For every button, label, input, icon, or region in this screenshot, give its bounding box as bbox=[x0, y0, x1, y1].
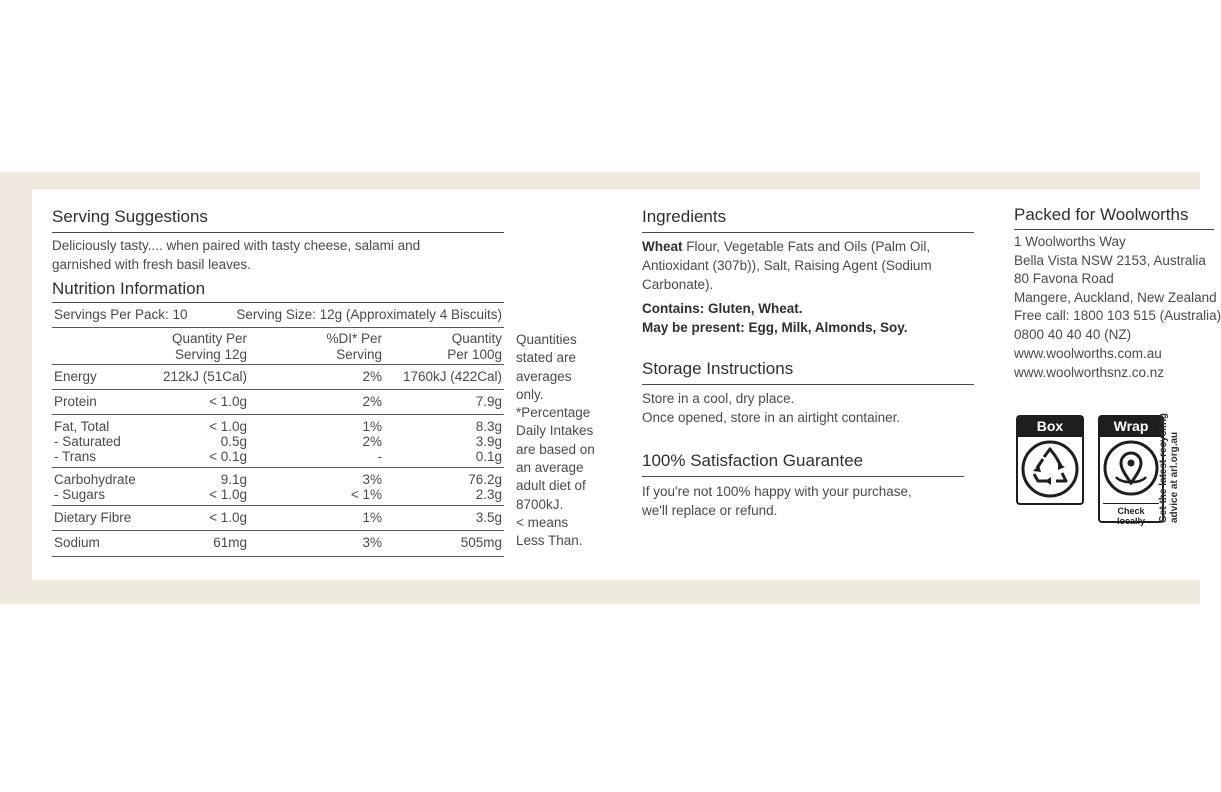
per-100g-value: 2.3g bbox=[475, 487, 502, 502]
address-line: 1 Woolworths Way bbox=[1014, 234, 1126, 249]
per-100g-value: 3.5g bbox=[475, 510, 502, 525]
phone-line: 0800 40 40 40 (NZ) bbox=[1014, 327, 1132, 342]
per-100g-value: 0.1g bbox=[475, 449, 502, 464]
nutrient-name: Dietary Fibre bbox=[54, 510, 132, 525]
table-row bbox=[52, 467, 504, 505]
footnote-line: are based on bbox=[516, 441, 595, 457]
serving-size: Serving Size: 12g (Approximately 4 Biscuits) bbox=[236, 307, 502, 322]
di-value: 2% bbox=[362, 434, 382, 449]
packed-for-title: Packed for Woolworths bbox=[1014, 205, 1189, 224]
serving-text-line-2: garnished with fresh basil leaves. bbox=[52, 257, 251, 272]
storage-line-2: Once opened, store in an airtight container. bbox=[642, 410, 901, 425]
per-100g-value: 1760kJ (422Cal) bbox=[402, 369, 502, 384]
recycling-advice-text bbox=[1158, 412, 1180, 523]
divider bbox=[642, 476, 964, 477]
location-pin-icon bbox=[1100, 437, 1162, 499]
per-serving-value: 0.5g bbox=[220, 434, 247, 449]
di-value: < 1% bbox=[350, 487, 382, 502]
per-100g-value: 76.2g bbox=[468, 472, 502, 487]
nutrition-footnote bbox=[516, 331, 608, 551]
footnote-line: Quantities bbox=[516, 332, 577, 347]
footnote-line: stated are bbox=[516, 350, 577, 366]
footnote-line: Daily Intakes bbox=[516, 423, 594, 439]
guarantee-line-1: If you're not 100% happy with your purchase, bbox=[642, 484, 912, 499]
recycling-box-label bbox=[1016, 415, 1084, 505]
footnote-line: < means bbox=[516, 514, 569, 530]
header-di-2: Serving bbox=[336, 347, 382, 362]
ingredients-line-1 bbox=[642, 237, 930, 256]
di-value: 3% bbox=[362, 472, 382, 487]
footnote-line: an average bbox=[516, 460, 584, 476]
per-100g-value: 8.3g bbox=[475, 419, 502, 434]
di-value: - bbox=[377, 449, 382, 464]
ingredients-line-2: Antioxidant (307b)), Salt, Raising Agent (Sodium bbox=[642, 258, 932, 273]
table-row bbox=[52, 530, 504, 557]
serving-text-line-1: Deliciously tasty.... when paired with tasty cheese, salami and bbox=[52, 238, 421, 253]
website-link[interactable]: www.woolworthsnz.co.nz bbox=[1014, 365, 1165, 380]
serving-suggestions-title: Serving Suggestions bbox=[52, 207, 208, 226]
address-line: Mangere, Auckland, New Zealand bbox=[1014, 290, 1217, 305]
divider bbox=[52, 232, 504, 233]
per-serving-value: < 1.0g bbox=[209, 487, 247, 502]
check-locally-text: Check locally bbox=[1103, 503, 1159, 526]
di-value: 1% bbox=[362, 510, 382, 525]
divider bbox=[52, 302, 504, 303]
table-row bbox=[52, 414, 504, 467]
storage-line-1: Store in a cool, dry place. bbox=[642, 391, 795, 406]
recycle-icon bbox=[1018, 437, 1082, 501]
nutrient-name: Carbohydrate bbox=[54, 472, 136, 487]
per-serving-value: 212kJ (51Cal) bbox=[162, 369, 247, 384]
footnote-line: averages bbox=[516, 368, 572, 384]
footnote-line: Less Than. bbox=[516, 533, 583, 549]
header-qty-serving-1: Quantity Per bbox=[171, 331, 247, 346]
per-serving-value: < 1.0g bbox=[209, 394, 247, 409]
allergen-contains: Contains: Gluten, Wheat. bbox=[642, 301, 803, 316]
ingredients-title: Ingredients bbox=[642, 207, 727, 226]
table-row bbox=[52, 364, 504, 389]
nutrition-title: Nutrition Information bbox=[52, 279, 206, 298]
di-value: 1% bbox=[362, 419, 382, 434]
storage-title: Storage Instructions bbox=[642, 359, 794, 378]
ingredients-bold-word: Wheat bbox=[642, 239, 683, 254]
per-100g-value: 7.9g bbox=[475, 394, 502, 409]
label-panel bbox=[32, 189, 1221, 580]
header-qty-100-2: Per 100g bbox=[447, 347, 502, 362]
footnote-line: adult diet of bbox=[516, 478, 586, 494]
nutrient-name: - Sugars bbox=[54, 487, 106, 502]
per-100g-value: 505mg bbox=[460, 535, 502, 550]
recycling-advice-line-2: advice at arl.org.au bbox=[1169, 431, 1180, 523]
recycling-advice-line-1: Get the latest recycling bbox=[1158, 412, 1169, 523]
box-label: Box bbox=[1016, 415, 1084, 437]
per-serving-value: 61mg bbox=[213, 535, 247, 550]
di-value: 2% bbox=[362, 394, 382, 409]
guarantee-line-2: we'll replace or refund. bbox=[642, 503, 778, 518]
header-qty-serving-2: Serving 12g bbox=[174, 347, 247, 362]
address-line: Bella Vista NSW 2153, Australia bbox=[1014, 253, 1206, 268]
ingredients-line-1-rest: Flour, Vegetable Fats and Oils (Palm Oil, bbox=[682, 239, 931, 254]
footnote-line: only. bbox=[516, 386, 544, 402]
nutrient-name: - Saturated bbox=[54, 434, 121, 449]
di-value: 3% bbox=[362, 535, 382, 550]
allergen-may-be-present: May be present: Egg, Milk, Almonds, Soy. bbox=[642, 320, 908, 335]
ingredients-line-3: Carbonate). bbox=[642, 277, 714, 292]
per-serving-value: < 1.0g bbox=[209, 510, 247, 525]
nutrient-name: Energy bbox=[54, 369, 97, 384]
header-di-1: %DI* Per bbox=[326, 331, 382, 346]
di-value: 2% bbox=[362, 369, 382, 384]
footnote-line: *Percentage bbox=[516, 405, 591, 421]
nutrient-name: Protein bbox=[54, 394, 97, 409]
guarantee-title: 100% Satisfaction Guarantee bbox=[642, 451, 864, 470]
per-serving-value: < 0.1g bbox=[209, 449, 247, 464]
table-header-row bbox=[52, 327, 504, 364]
box-icon-frame bbox=[1016, 437, 1084, 505]
phone-line: Free call: 1800 103 515 (Australia) bbox=[1014, 308, 1221, 323]
table-row bbox=[52, 505, 504, 530]
wrap-icon-frame bbox=[1098, 437, 1164, 526]
header-qty-100-1: Quantity bbox=[451, 331, 502, 346]
address-line: 80 Favona Road bbox=[1014, 271, 1114, 286]
divider bbox=[1014, 229, 1214, 230]
footnote-line: 8700kJ. bbox=[516, 496, 564, 512]
per-100g-value: 3.9g bbox=[475, 434, 502, 449]
table-row bbox=[52, 389, 504, 414]
divider bbox=[642, 232, 974, 233]
recycling-wrap-label bbox=[1098, 415, 1164, 526]
nutrient-name: - Trans bbox=[54, 449, 97, 464]
nutrient-name: Sodium bbox=[54, 535, 100, 550]
servings-per-pack: Servings Per Pack: 10 bbox=[54, 307, 188, 322]
nutrient-name: Fat, Total bbox=[54, 419, 110, 434]
website-link[interactable]: www.woolworths.com.au bbox=[1014, 346, 1162, 361]
per-serving-value: 9.1g bbox=[220, 472, 247, 487]
divider bbox=[642, 384, 974, 385]
wrap-label: Wrap bbox=[1098, 415, 1164, 437]
per-serving-value: < 1.0g bbox=[209, 419, 247, 434]
